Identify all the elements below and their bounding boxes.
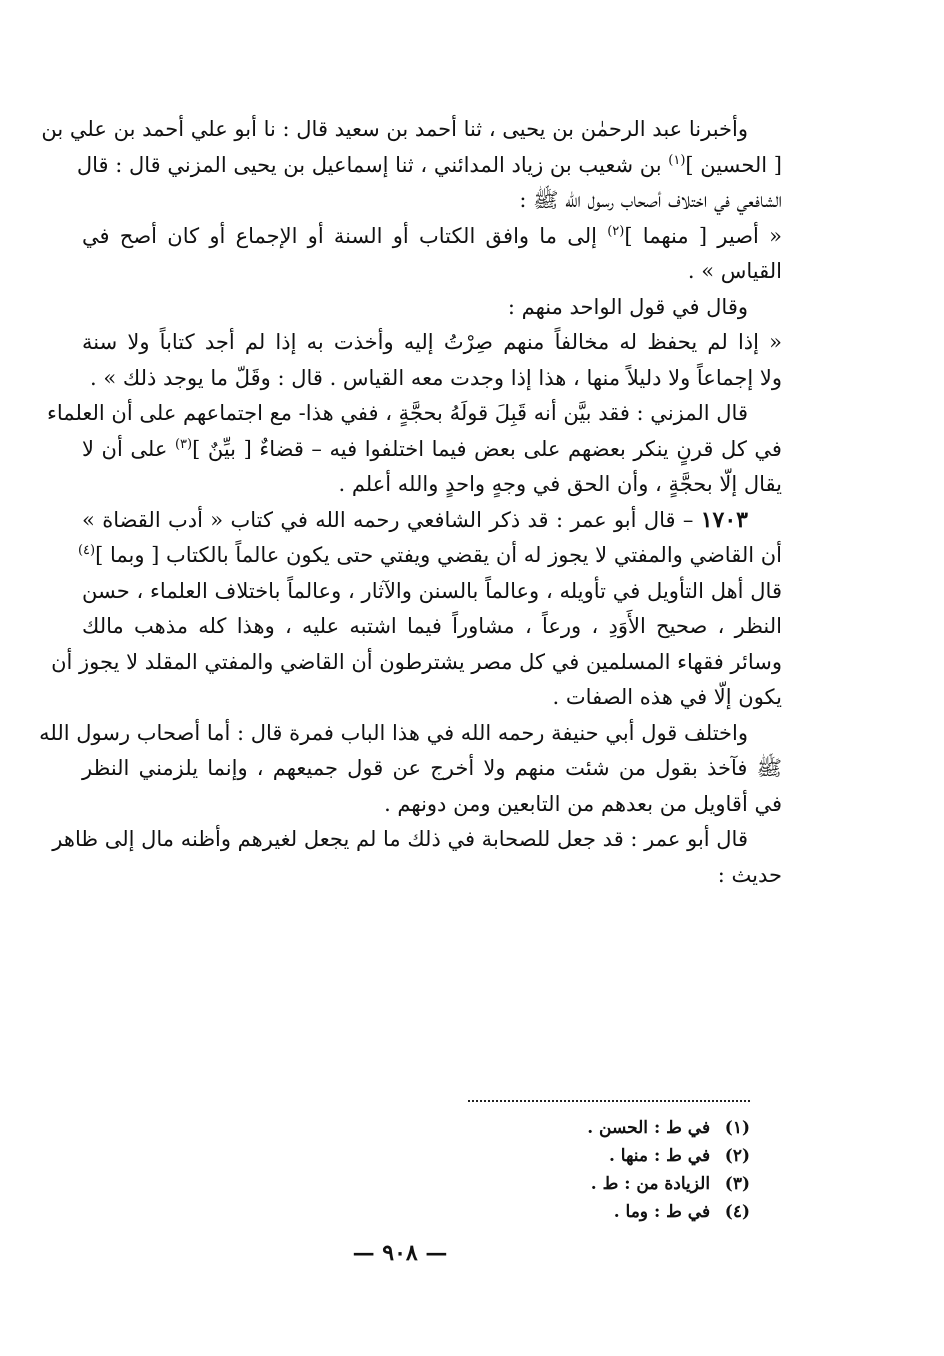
footnote-item	[420, 1170, 750, 1198]
footnote-separator	[468, 1100, 750, 1102]
footnote-text: الزيادة من : ط .	[590, 1174, 711, 1194]
text-segment: أن القاضي والمفتي لا يجوز له أن يقضي ويفتي حتى يكون عالماً بالكتاب [ وبما ]	[95, 543, 782, 567]
text-segment: « أصير [ منهما ]	[624, 223, 782, 248]
text-line: يقال إلّا بحجَّةٍ ، وأن الحق في وجهٍ واحدٍ والله أعلم .	[338, 472, 782, 496]
footnote-text: في ط : منها .	[608, 1146, 711, 1166]
text-line: قال المزني : فقد بيَّن أنه قَبِلَ قولَهُ بحجَّةٍ ، ففي هذا- مع اجتماعهم على أن العلماء	[47, 401, 748, 425]
footnote-text: في ط : وما .	[613, 1202, 711, 1222]
text-line: القياس » .	[687, 259, 782, 283]
footnote-number: (١)	[724, 1118, 750, 1138]
text-line	[77, 538, 782, 574]
text-segment: إلى ما وافق الكتاب أو السنة أو الإجماع أو كان أصح في	[82, 223, 597, 248]
text-line: الشافعي في اختلاف أصحاب رسول الله ﷺ :	[519, 188, 782, 212]
footnote-ref-4: (٤)	[77, 543, 96, 558]
text-line: وأخبرنا عبد الرحمٰن بن يحيى ، ثنا أحمد بن سعيد قال : نا أبو علي أحمد بن علي بن	[41, 117, 748, 141]
text-line: قال أهل التأويل في تأويله ، وعالماً بالسنن والآثار ، وعالماً باختلاف العلماء ، حسن	[82, 578, 782, 603]
text-line	[76, 148, 782, 184]
footnote-ref-2: (٢)	[607, 223, 625, 239]
text-line: ولا إجماعاً ولا دليلاً منها ، هذا إذا وجدت معه القياس . قال : وقَلّ ما يوجد ذلك » .	[90, 365, 782, 390]
footnote-ref-3: (٣)	[174, 436, 193, 452]
text-line: في أقاويل من بعدهم من التابعين ومن دونهم .	[384, 791, 782, 816]
text-line	[82, 503, 782, 539]
text-segment: على أن لا	[82, 436, 168, 461]
text-line: « إذا لم يحفظ له مخالفاً منهم صِرْتُ إليه وأخذت به إذا لم أجد كتاباً ولا سنة	[82, 330, 782, 354]
footnote-item	[420, 1142, 750, 1170]
footnote-number: (٣)	[724, 1174, 750, 1194]
footnote-text: في ط : الحسن .	[587, 1118, 711, 1138]
footnotes	[420, 1114, 750, 1226]
footnote-item	[420, 1114, 750, 1142]
footnote-number: (٢)	[724, 1146, 750, 1166]
text-segment: في كل قرنٍ ينكر بعضهم على بعض فيما اختلفوا فيه – قضاءٌ [ بيِّنٌ ]	[192, 436, 782, 461]
text-line: يكون إلّا في هذه الصفات .	[552, 685, 782, 709]
text-line: قال أبو عمر : قد جعل للصحابة في ذلك ما لم يجعل لغيرهم وأظنه مال إلى ظاهر	[52, 827, 748, 851]
footnote-number: (٤)	[724, 1202, 750, 1222]
text-line: حديث :	[717, 862, 782, 887]
text-line: واختلف قول أبي حنيفة رحمه الله في هذا الباب فمرة قال : أما أصحاب رسول الله	[39, 720, 748, 745]
text-line: ﷺ فآخذ بقول من شئت منهم ولا أخرج عن قول جميعهم ، وإنما يلزمني النظر	[82, 756, 782, 780]
text-segment: – قال أبو عمر : قد ذكر الشافعي رحمه الله في كتاب « أدب القضاة »	[82, 507, 694, 532]
main-text	[39, 112, 782, 893]
text-line: وقال في قول الواحد منهم :	[507, 294, 748, 319]
footnote-ref-1: (١)	[668, 152, 686, 168]
text-segment: بن شعيب بن زياد المدائني ، ثنا إسماعيل بن يحيى المزني قال : قال	[76, 152, 662, 177]
page-number: — ٩٠٨ —	[352, 1240, 448, 1266]
text-line: وسائر فقهاء المسلمين في كل مصر يشترطون أن القاضي والمفتي المقلد لا يجوز أن	[51, 649, 782, 674]
footnote-item	[420, 1198, 750, 1226]
text-segment: [ الحسين ]	[685, 152, 782, 177]
text-line: النظر ، صحيح الأَوَدِ ، ورعاً ، مشاوراً فيما اشتبه عليه ، وهذا كله مذهب مالك	[82, 614, 782, 638]
text-line	[82, 432, 782, 468]
section-number: ١٧٠٣	[700, 506, 748, 533]
text-line	[82, 219, 782, 255]
